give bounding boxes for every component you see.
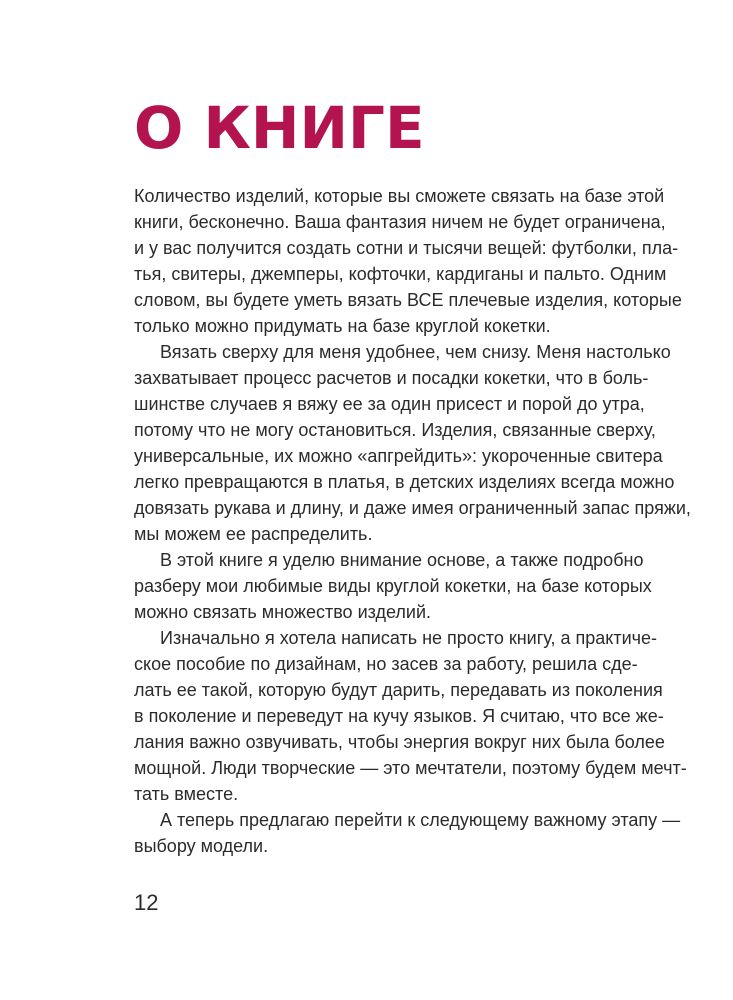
- text-line: универсальные, их можно «апгрейдить»: укороченные свитера: [134, 446, 663, 466]
- text-line: Вязать сверху для меня удобнее, чем снизу. Меня настолько: [160, 342, 671, 362]
- text-line: мы можем ее распределить.: [134, 524, 373, 544]
- text-line: В этой книге я уделю внимание основе, а также подробно: [160, 550, 644, 570]
- text-line: можно связать множество изделий.: [134, 602, 432, 622]
- paragraph-4: [134, 625, 687, 807]
- text-line: тья, свитеры, джемперы, кофточки, кардиганы и пальто. Одним: [134, 264, 667, 284]
- paragraph-3: [134, 547, 652, 625]
- text-line: выбору модели.: [134, 836, 269, 856]
- text-line: Изначально я хотела написать не просто книгу, а практиче-: [160, 628, 658, 648]
- text-line: Количество изделий, которые вы сможете связать на базе этой: [134, 186, 665, 206]
- text-line: мощной. Люди творческие — это мечтатели, поэтому будем мечт-: [134, 758, 687, 778]
- body-text: [134, 183, 691, 859]
- text-line: тать вместе.: [134, 784, 239, 804]
- paragraph-1: [134, 183, 682, 339]
- text-line: в поколение и переведут на кучу языков. Я считаю, что все же-: [134, 706, 664, 726]
- paragraph-5: [134, 807, 681, 859]
- paragraph-2: [134, 339, 691, 547]
- text-line: лать ее такой, которую будут дарить, передавать из поколения: [134, 680, 663, 700]
- text-line: потому что не могу остановиться. Изделия, связанные сверху,: [134, 420, 656, 440]
- text-line: А теперь предлагаю перейти к следующему важному этапу —: [160, 810, 681, 830]
- text-line: только можно придумать на базе круглой кокетки.: [134, 316, 551, 336]
- page-title: О КНИГЕ: [134, 94, 425, 162]
- text-line: ское пособие по дизайнам, но засев за работу, решила сде-: [134, 654, 638, 674]
- text-line: лания важно озвучивать, чтобы энергия вокруг них была более: [134, 732, 665, 752]
- text-line: разберу мои любимые виды круглой кокетки, на базе которых: [134, 576, 652, 596]
- page-number: 12: [134, 890, 159, 915]
- text-line: легко превращаются в платья, в детских изделиях всегда можно: [134, 472, 675, 492]
- text-line: захватывает процесс расчетов и посадки кокетки, что в боль-: [134, 368, 649, 388]
- text-line: книги, бесконечно. Ваша фантазия ничем не будет ограничена,: [134, 212, 666, 232]
- text-line: словом, вы будете уметь вязать ВСЕ плечевые изделия, которые: [134, 290, 682, 310]
- text-line: шинстве случаев я вяжу ее за один присест и порой до утра,: [134, 394, 645, 414]
- text-line: и у вас получится создать сотни и тысячи вещей: футболки, пла-: [134, 238, 679, 258]
- text-line: довязать рукава и длину, и даже имея ограниченный запас пряжи,: [134, 498, 691, 518]
